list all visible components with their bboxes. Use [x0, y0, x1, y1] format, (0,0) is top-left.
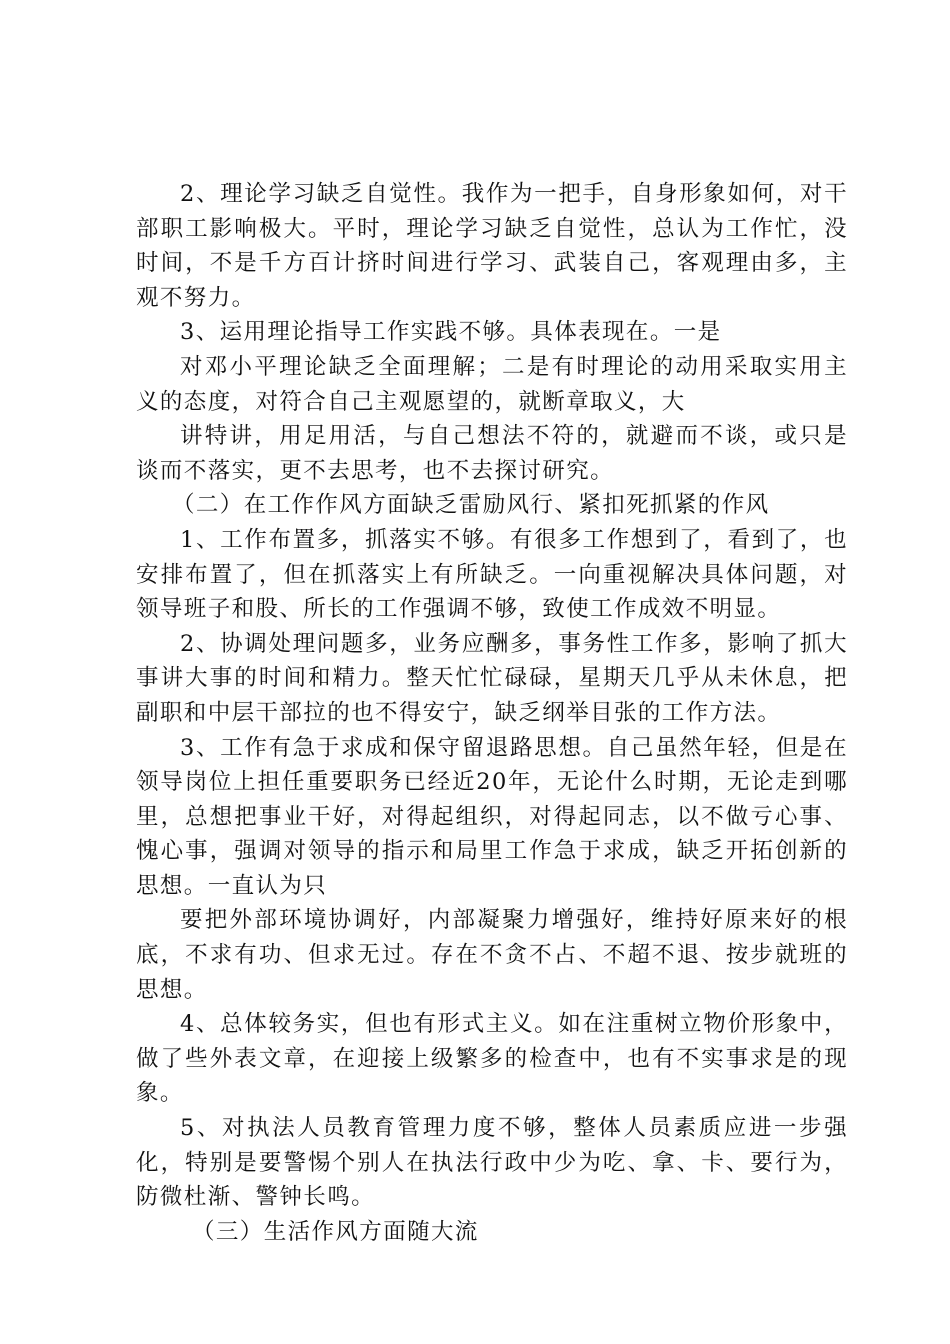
paragraph-law-enforcement: 5、对执法人员教育管理力度不够，整体人员素质应进一步强化，特别是要警惕个别人在执法行政中少为吃、拿、卡、要行为，防微杜渐、警钟长鸣。 [136, 1115, 848, 1211]
paragraph-coordination: 2、协调处理问题多，业务应酬多，事务性工作多，影响了抓大事讲大事的时间和精力。整天忙忙碌碌，星期天几乎从未休息，把副职和中层干部拉的也不得安宁，缺乏纲举目张的工作方法。 [136, 630, 848, 726]
paragraph-theory-study: 2、理论学习缺乏自觉性。我作为一把手，自身形象如何，对干部职工影响极大。平时，理论学习缺乏自觉性，总认为工作忙，没时间，不是千方百计挤时间进行学习、武装自己，客观理由多，主观不努力。 [136, 181, 848, 311]
paragraph-theory-practice: 3、运用理论指导工作实践不够。具体表现在。一是 [180, 319, 722, 346]
section-heading-life-style: （三）生活作风方面随大流 [192, 1218, 479, 1245]
section-heading-work-style: （二）在工作作风方面缺乏雷励风行、紧扣死抓紧的作风 [172, 492, 770, 519]
paragraph-formalism: 4、总体较务实，但也有形式主义。如在注重树立物价形象中，做了些外表文章，在迎接上级繁多的检查中，也有不实事求是的现象。 [136, 1011, 848, 1107]
paragraph-deng-theory: 对邓小平理论缺乏全面理解；二是有时理论的动用采取实用主义的态度，对符合自己主观愿望的，就断章取义，大 [136, 353, 848, 415]
paragraph-eager-success: 3、工作有急于求成和保守留退路思想。自己虽然年轻，但是在领导岗位上担任重要职务已经近20年，无论什么时期，无论走到哪里，总想把事业干好，对得起组织，对得起同志，以不做亏心事、愧心事，强调对领导的指示和局里工作急于求成，缺乏开拓创新的思想。一直认为只 [136, 734, 848, 899]
document-body [136, 177, 848, 1249]
paragraph-avoidance: 讲特讲，用足用活，与自己想法不符的，就避而不谈，或只是谈而不落实，更不去思考，也不去探讨研究。 [136, 423, 848, 484]
paragraph-work-arrangement: 1、工作布置多，抓落实不够。有很多工作想到了，看到了，也安排布置了，但在抓落实上有所缺乏。一向重视解决具体问题，对领导班子和股、所长的工作强调不够，致使工作成效不明显。 [136, 526, 848, 623]
paragraph-environment: 要把外部环境协调好，内部凝聚力增强好，维持好原来好的根底，不求有功、但求无过。存在不贪不占、不超不退、按步就班的思想。 [136, 907, 848, 1003]
